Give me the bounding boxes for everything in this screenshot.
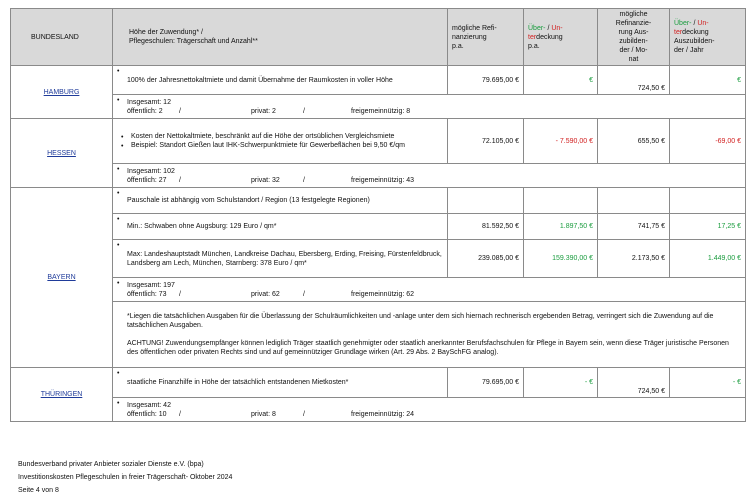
school-counts: • Insgesamt: 42 öffentlich: 10 / privat: 8 / freigemeinnützig: 24 (113, 398, 746, 422)
ueberdeckung-jahr-value: 1.449,00 € (670, 240, 746, 278)
ueberdeckung-value: € (524, 66, 598, 95)
funding-description-min: • Min.: Schwaben ohne Augsburg: 129 Euro / qm* (113, 214, 448, 240)
table-header-row (11, 9, 746, 66)
funding-table (10, 8, 746, 422)
table-row-hessen-counts (11, 164, 746, 188)
table-row-bayern-pauschale (11, 188, 746, 214)
document-page (10, 8, 745, 422)
table-row-hamburg-counts (11, 95, 746, 119)
ueberdeckung-value: 1.897,50 € (524, 214, 598, 240)
table-row-bayern-counts (11, 278, 746, 302)
refinanzierung-value: 79.695,00 € (448, 368, 524, 398)
ueberdeckung-jahr-value: - € (670, 368, 746, 398)
header-bundesland: BUNDESLAND (11, 9, 113, 66)
refi-monat-value: 741,75 € (598, 214, 670, 240)
funding-description: • staatliche Finanzhilfe in Höhe der tatsächlich entstandenen Mietkosten* (113, 368, 448, 398)
state-link-hamburg[interactable]: HAMBURG (43, 88, 80, 96)
footer-title: Investitionskosten Pflegeschulen in freier Trägerschaft- Oktober 2024 (18, 474, 233, 481)
bayern-note-1: *Liegen die tatsächlichen Ausgaben für die Überlassung der Schulräumlichkeiten und -anlage unter dem sich hiernach rechnerisch ergebenden Betrag, verringert sich die Zuwendung auf die tatsächlichen Ausgaben. (127, 313, 714, 329)
refinanzierung-value: 239.085,00 € (448, 240, 524, 278)
header-zuwendung: Höhe der Zuwendung* / Pflegeschulen: Trägerschaft und Anzahl** (113, 9, 448, 66)
state-link-bayern[interactable]: BAYERN (47, 274, 76, 281)
table-row-hamburg (11, 66, 746, 95)
state-cell-bayern (11, 188, 113, 368)
table-row-bayern-min (11, 214, 746, 240)
funding-description-max: • Max: Landeshauptstadt München, Landkreise Dachau, Ebersberg, Erding, Freising, Fürstenfeldbruck, Landsberg am Lech, München, Starnberg: 378 Euro / qm* (113, 240, 448, 278)
state-link-hessen[interactable]: HESSEN (47, 149, 76, 157)
bayern-note-2: ACHTUNG! Zuwendungsempfänger können lediglich Träger staatlich genehmigter oder staatlich anerkannter Berufsfachschulen für Pflege in Bayern sein, wenn diese Träger juristische Personen des öffentlichen oder privaten Rechts sind und auf gemeinnütziger Grundlage wirken (Art. 29 Abs. 2 BaySchFG analog). (127, 340, 729, 356)
table-row-thueringen-counts (11, 398, 746, 422)
ueberdeckung-value: - € (524, 368, 598, 398)
refi-monat-value: 2.173,50 € (598, 240, 670, 278)
bayern-notes (113, 302, 746, 368)
table-row-bayern-max (11, 240, 746, 278)
ueberdeckung-jahr-value: 17,25 € (670, 214, 746, 240)
school-counts: • Insgesamt: 12 öffentlich: 2 / privat: 2 / freigemeinnützig: 8 (113, 95, 746, 119)
state-cell-hamburg (11, 66, 113, 119)
school-counts: • Insgesamt: 197 öffentlich: 73 / privat: 62 / freigemeinnützig: 62 (113, 278, 746, 302)
funding-description: • 100% der Jahresnettokaltmiete und damit Übernahme der Raumkosten in voller Höhe (113, 66, 448, 95)
header-refinanzierung: mögliche Refi- nanzierung p.a. (448, 9, 524, 66)
table-row-hessen (11, 119, 746, 164)
refinanzierung-value: 72.105,00 € (448, 119, 524, 164)
ueberdeckung-jahr-value: € (670, 66, 746, 95)
funding-description: • Kosten der Nettokaltmiete, beschränkt auf die Höhe der ortsüblichen Vergleichsmiete • Beispiel: Standort Gießen laut IHK-Schwerpunktmiete für Gewerbeflächen bei 9,50 €/qm (113, 119, 448, 164)
refi-monat-value: 655,50 € (598, 119, 670, 164)
header-ueberdeckung-pa: Über- / Un- terdeckung p.a. (524, 9, 598, 66)
header-refi-monat: mögliche Refinanzie- rung Aus- zubilden- der / Mo- nat (598, 9, 670, 66)
table-row-thueringen (11, 368, 746, 398)
funding-description: • Pauschale ist abhängig vom Schulstandort / Region (13 festgelegte Regionen) (113, 188, 448, 214)
header-ueberdeckung-jahr: Über- / Un- terdeckung Auszubilden- der / Jahr (670, 9, 746, 66)
ueberdeckung-jahr-value: -69,00 € (670, 119, 746, 164)
refinanzierung-value: 81.592,50 € (448, 214, 524, 240)
refi-monat-value: 724,50 € (598, 368, 670, 398)
state-link-thueringen[interactable]: THÜRINGEN (40, 391, 83, 398)
footer-page-number: Seite 4 von 8 (18, 487, 59, 494)
state-cell-hessen (11, 119, 113, 188)
refinanzierung-value: 79.695,00 € (448, 66, 524, 95)
school-counts: • Insgesamt: 102 öffentlich: 27 / privat: 32 / freigemeinnützig: 43 (113, 164, 746, 188)
table-row-bayern-notes (11, 302, 746, 368)
footer-organization: Bundesverband privater Anbieter sozialer Dienste e.V. (bpa) (18, 461, 204, 468)
ueberdeckung-value: - 7.590,00 € (524, 119, 598, 164)
ueberdeckung-value: 159.390,00 € (524, 240, 598, 278)
state-cell-thueringen (11, 368, 113, 422)
refi-monat-value: 724,50 € (598, 66, 670, 95)
